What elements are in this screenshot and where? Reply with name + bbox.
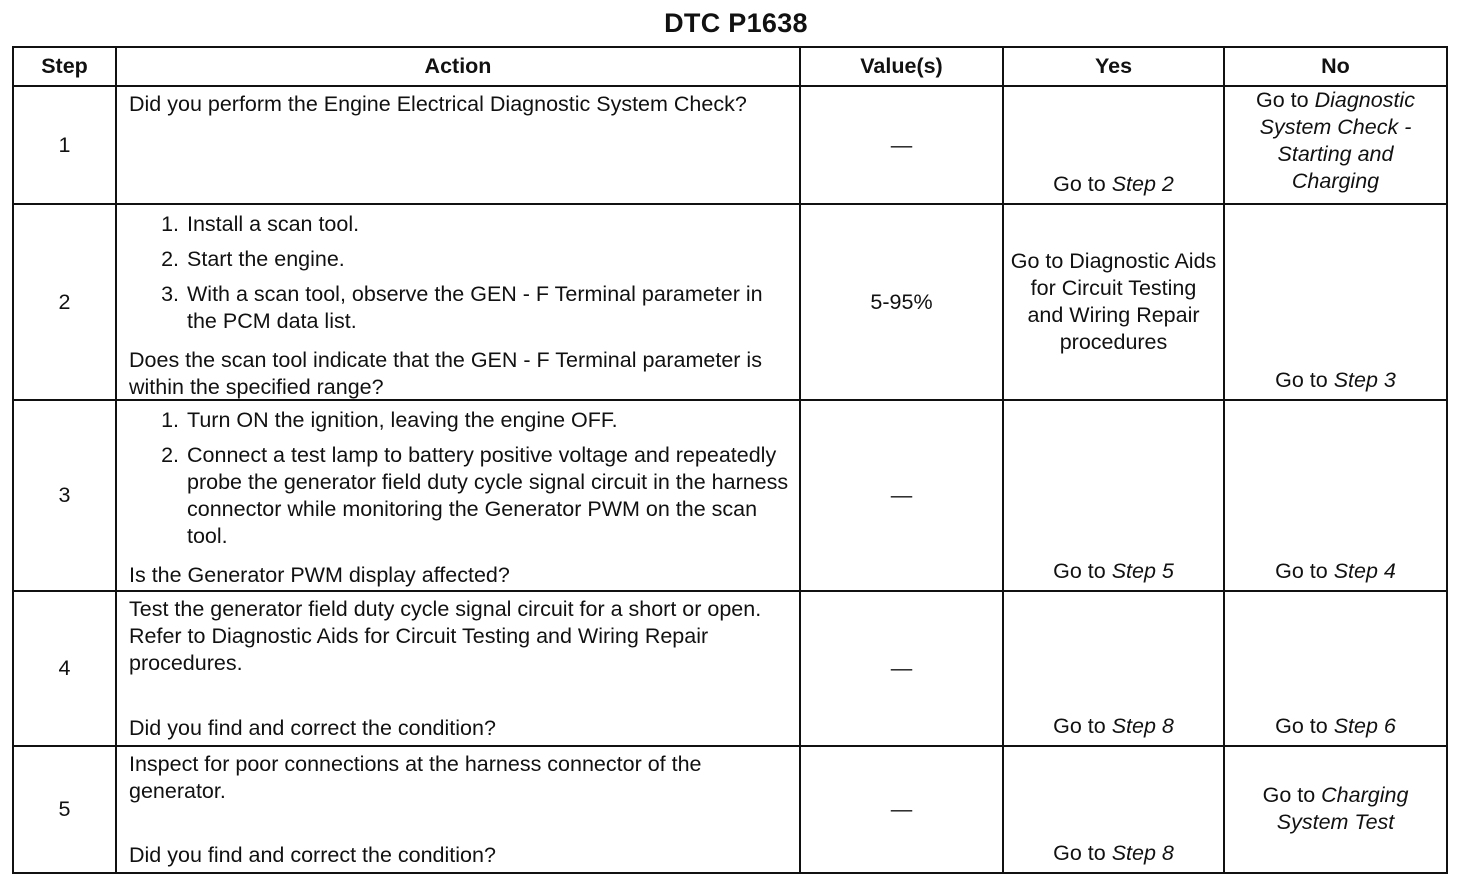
action-text: Test the generator field duty cycle signal circuit for a short or open.: [129, 597, 762, 621]
yes-goto-text: Go to: [1053, 714, 1112, 738]
action-step: [129, 211, 789, 238]
yes-cell: [1003, 591, 1224, 746]
step-text: Turn ON the ignition, leaving the engine OFF.: [187, 408, 618, 432]
header-action: Action: [116, 47, 800, 86]
no-goto-text: Go to: [1275, 368, 1334, 392]
action-question: Does the scan tool indicate that the GEN - F Terminal parameter is within the specified range?: [129, 348, 762, 399]
step-marker: 1.: [161, 212, 179, 236]
header-row: [13, 47, 1447, 86]
table-row: [13, 86, 1447, 204]
action-text: Did you perform the Engine Electrical Diagnostic System Check?: [129, 92, 747, 116]
yes-goto-link[interactable]: Step 2: [1111, 172, 1174, 196]
yes-goto: [1004, 713, 1223, 740]
yes-cell: [1003, 204, 1224, 400]
value-cell: —: [800, 591, 1003, 746]
no-cell: [1224, 204, 1447, 400]
action-cell: [116, 204, 800, 400]
step-marker: 2.: [161, 247, 179, 271]
action-question: Did you find and correct the condition?: [129, 843, 496, 867]
header-no: No: [1224, 47, 1447, 86]
yes-goto: [1004, 248, 1223, 356]
no-goto-link[interactable]: Step 6: [1333, 714, 1396, 738]
no-goto: [1225, 782, 1446, 836]
yes-goto: [1004, 840, 1223, 867]
table-row: [13, 204, 1447, 400]
action-step: [129, 246, 789, 273]
no-goto-link[interactable]: Step 4: [1333, 559, 1396, 583]
yes-cell: [1003, 746, 1224, 873]
no-goto-text: Go to: [1262, 783, 1322, 807]
step-text: With a scan tool, observe the GEN - F Terminal parameter in the PCM data list.: [187, 282, 763, 333]
value-cell: —: [800, 400, 1003, 591]
action-question: Is the Generator PWM display affected?: [129, 563, 510, 587]
step-text: Connect a test lamp to battery positive voltage and repeatedly probe the generator field duty cycle signal circuit in the harness connector while monitoring the Generator PWM on the scan tool.: [187, 443, 789, 548]
table-row: [13, 400, 1447, 591]
yes-goto-text: Go to: [1053, 841, 1112, 865]
no-cell: [1224, 400, 1447, 591]
no-goto-text: Go to: [1275, 714, 1334, 738]
yes-goto-text: Go to Diagnostic Aids for Circuit Testing and Wiring Repair procedures: [1010, 248, 1217, 354]
no-cell: [1224, 746, 1447, 873]
no-goto-text: Go to: [1275, 559, 1334, 583]
value-cell: 5-95%: [800, 204, 1003, 400]
no-goto-link[interactable]: Charging System Test: [1276, 783, 1409, 834]
action-text: Inspect for poor connections at the harness connector of the generator.: [129, 752, 702, 803]
no-cell: [1224, 86, 1447, 204]
yes-goto-text: Go to: [1053, 559, 1112, 583]
no-goto-link[interactable]: Diagnostic System Check - Starting and Charging: [1259, 88, 1415, 193]
action-cell: [116, 86, 800, 204]
diagnostic-table: [12, 46, 1448, 874]
document-title: DTC P1638: [664, 8, 808, 38]
step-marker: 3.: [161, 282, 179, 306]
step-marker: 2.: [161, 443, 179, 467]
step-number: 3: [13, 400, 116, 591]
step-number: 2: [13, 204, 116, 400]
yes-goto-link[interactable]: Step 5: [1111, 559, 1174, 583]
yes-goto-link[interactable]: Step 8: [1111, 841, 1174, 865]
no-goto: [1225, 367, 1446, 394]
action-text: Refer to Diagnostic Aids for Circuit Testing and Wiring Repair procedures.: [129, 624, 709, 675]
value-cell: —: [800, 746, 1003, 873]
yes-cell: [1003, 400, 1224, 591]
action-cell: [116, 746, 800, 873]
no-goto-link[interactable]: Step 3: [1333, 368, 1396, 392]
no-goto: [1225, 558, 1446, 585]
no-goto: [1225, 713, 1446, 740]
yes-goto: [1004, 558, 1223, 585]
step-number: 5: [13, 746, 116, 873]
no-goto-text: Go to: [1256, 88, 1315, 112]
action-steps: [129, 211, 789, 343]
header-yes: Yes: [1003, 47, 1224, 86]
header-step: Step: [13, 47, 116, 86]
action-steps: [129, 407, 789, 558]
yes-goto-text: Go to: [1053, 172, 1112, 196]
no-goto: [1225, 87, 1446, 195]
step-marker: 1.: [161, 408, 179, 432]
action-question: Did you find and correct the condition?: [129, 716, 496, 740]
step-text: Start the engine.: [187, 247, 345, 271]
action-step: [129, 407, 789, 434]
header-values: Value(s): [800, 47, 1003, 86]
yes-goto-link[interactable]: Step 8: [1111, 714, 1174, 738]
action-cell: [116, 591, 800, 746]
step-text: Install a scan tool.: [187, 212, 360, 236]
action-step: [129, 442, 789, 550]
value-cell: —: [800, 86, 1003, 204]
table-row: [13, 591, 1447, 746]
step-number: 1: [13, 86, 116, 204]
no-cell: [1224, 591, 1447, 746]
yes-cell: [1003, 86, 1224, 204]
step-number: 4: [13, 591, 116, 746]
yes-goto: [1004, 171, 1223, 198]
action-cell: [116, 400, 800, 591]
action-step: [129, 281, 789, 335]
table-row: [13, 746, 1447, 873]
